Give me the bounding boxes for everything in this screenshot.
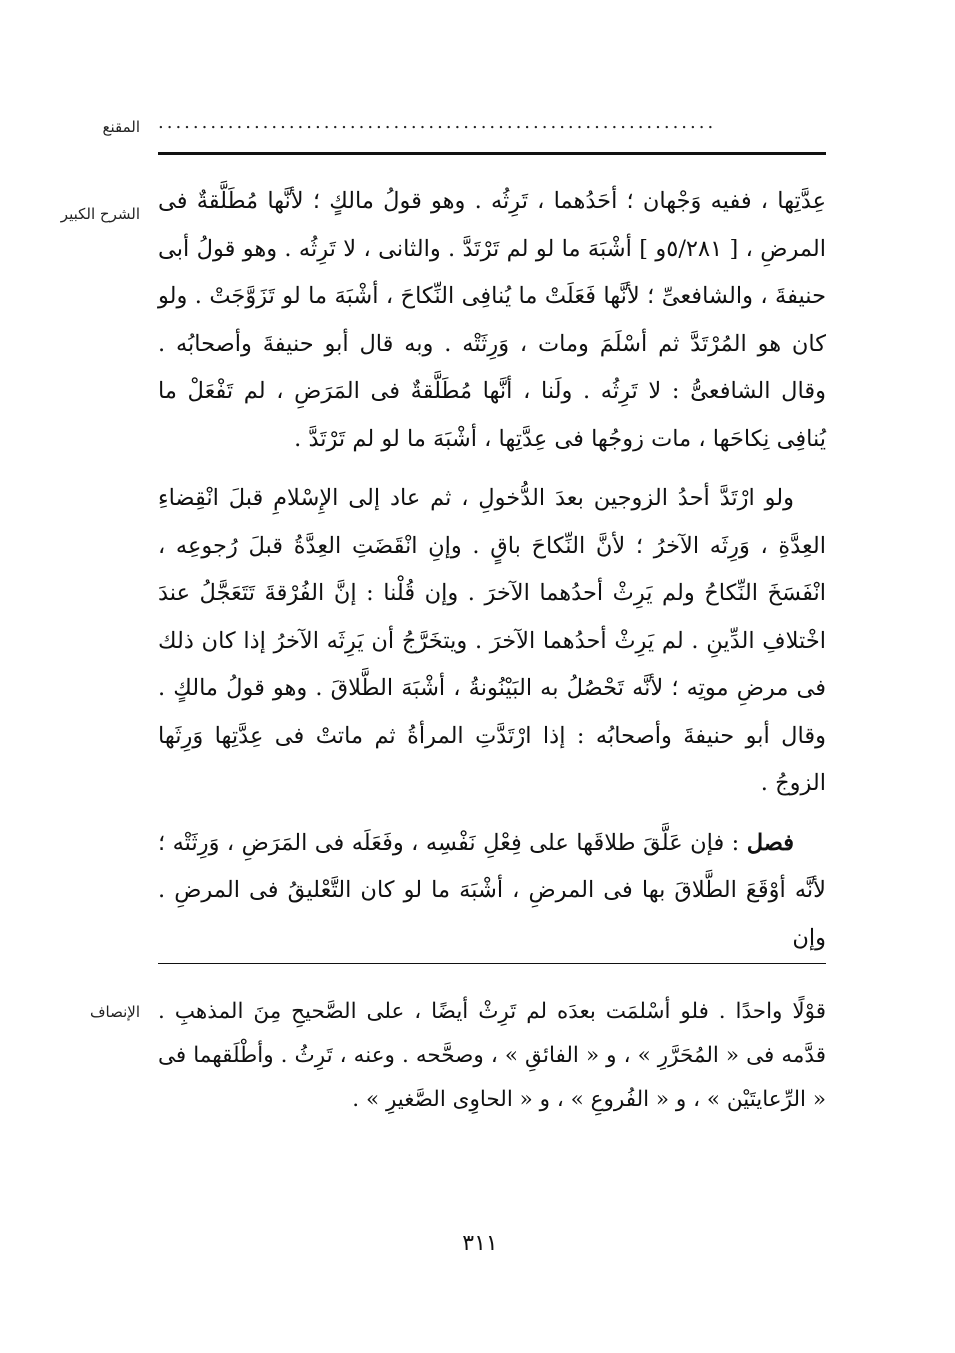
section-term: فصل (746, 829, 794, 856)
insaf-label: الإنصاف (89, 1003, 140, 1021)
header-rule (158, 152, 826, 155)
main-paragraph-3 (158, 820, 826, 963)
insaf-paragraph: قوْلًا واحدًا . فلو أسْلمَت بعدَه لم تَرِثْ أيضًا ، على الصَّحيحِ مِنَ المذهبِ . قدَّمه فى « المُحَرَّرِ » ، و « الفائقِ » ، وصحَّحه . وعنه ، تَرِثُ . وأطْلَقهما فى « الرِّعايتَيْن » ، و « الفُروعِ » ، و « الحاوِى الصَّغيرِ » . (158, 999, 826, 1112)
page-number: ٣١١ (462, 1231, 498, 1256)
header-book-title: المقنع (102, 118, 140, 136)
footnote-rule (158, 963, 826, 964)
main-paragraph-2: ولو ارْتَدَّ أحدُ الزوجين بعدَ الدُّخولِ ، ثم عاد إلى الإِسْلامِ قبلَ انْقِضاءِ العِدَّةِ ، وَرِثَه الآخرُ ؛ لأنَّ النِّكاحَ باقٍ . وإنِ انْقَضَتِ العِدَّةُ قبلَ رُجوعِه ، انْفَسَخَ النِّكاحُ ولم يَرِثْ أحدُهما الآخرَ . وإن قُلْنا : إنَّ الفُرْقةَ تَتَعَجَّلُ عندَ اخْتلافِ الدِّينِ . لم يَرِثْ أحدُهما الآخرَ . ويتخَرَّجُ أن يَرِثَه الآخرُ إذا كان ذلك فى مرضِ موتِه ؛ لأنَّه تَحْصُلُ به البَيْنُونةُ ، أشْبَهَ الطَّلاقَ . وهو قولُ مالكٍ . وقال أبو حنيفةَ وأصحابُه : إذا ارْتَدَّتِ المرأةُ ثم ماتتْ فى عِدَّتِها وَرِثَها الزوجُ . (158, 485, 826, 796)
section-text: : فإن عَلَّقَ طلاقَها على فِعْلِ نَفْسِه ، وفَعَلَه فى المَرَضِ ، وَرِثَتْه ؛ لأنَّه أوْقَعَ الطَّلاقَ بها فى المرضِ ، أشْبَهَ ما لو كان التَّعْليقُ فى المرضِ . وإن (158, 829, 826, 951)
main-text-block (158, 178, 826, 962)
insaf-text-block (158, 990, 826, 1122)
header-dotted-leader: ................................................................ (158, 116, 717, 130)
main-paragraph-1: عِدَّتِها ، ففيه وَجْهان ؛ أحَدُهما ، تَرِثُه . وهو قولُ مالكٍ ؛ لأنَّها مُطَلَّقةٌ فى المرضِ ، [ ٥/٢٨١و ] أشْبَهَ ما لو لم تَرْتَدَّ . والثانى ، لا تَرِثُه . وهو قولُ أبى حنيفةَ ، والشافعىِّ ؛ لأنَّها فَعَلَتْ ما يُنافِى النِّكاحَ ، أشْبَهَ ما لو تَزَوَّجَتْ . ولو كان هو المُرْتَدَّ ثم أسْلَمَ ومات ، وَرِثَتْه . وبه قال أبو حنيفةَ وأصحابُه . وقال الشافعىُّ : لا تَرِثُه . ولَنا ، أنَّها مُطَلَّقةٌ فى المَرَضِ ، لم تَفْعَلْ ما يُنافِى نِكاحَها ، مات زوجُها فى عِدَّتِها ، أشْبَهَ ما لو لم تَرْتَدَّ . (158, 188, 827, 452)
main-commentary-label: الشرح الكبير (60, 205, 140, 223)
